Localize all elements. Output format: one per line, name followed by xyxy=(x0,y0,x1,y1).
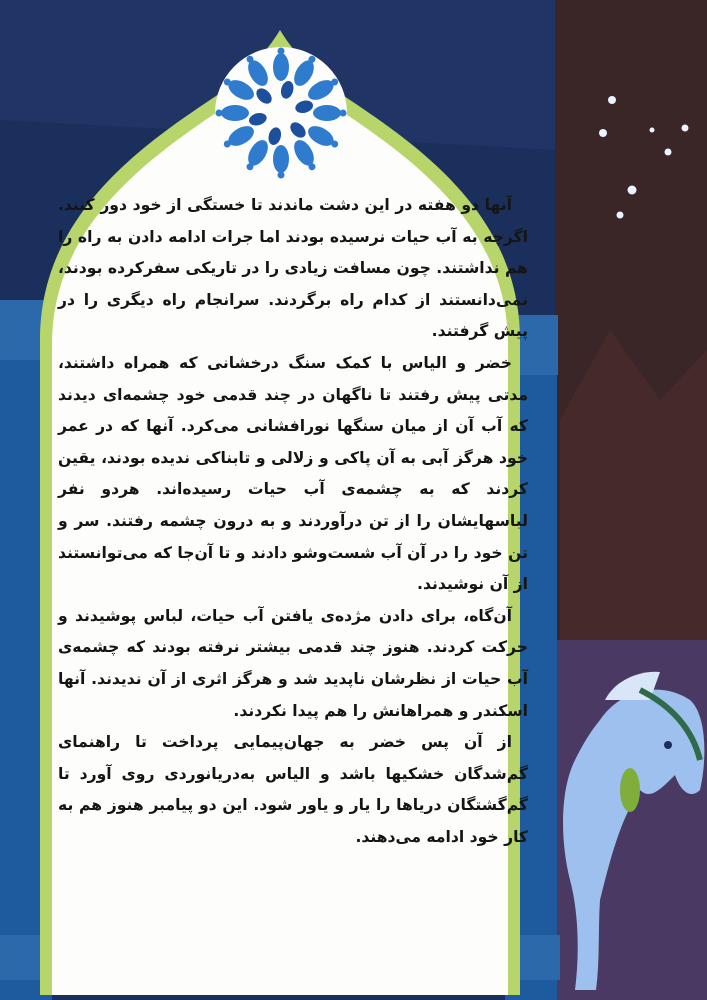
rosette-icon xyxy=(215,47,347,179)
story-text xyxy=(58,190,528,853)
paragraph-4: از آن پس خضر به جهان‌پیمایی پرداخت تا راهنمای گم‌شدگان خشکیها باشد و الیاس به‌دریانوردی روی آورد تا گم‌گشتگان دریاها را یار و یاور شود. این دو پیامبر هنوز هم به کار خود ادامه می‌دهند. xyxy=(58,733,528,846)
paragraph-3: آن‌گاه، برای دادن مژده‌ی یافتن آب حیات، لباس پوشیدند و حرکت کردند. هنوز چند قدمی بیشتر نرفته بودند که چشمه‌ی آب حیات از نظرشان ناپدید شد و هرگز اثری از آن ندیدند. آنها اسکندر و همراهانش را هم پیدا نکردند. xyxy=(58,606,528,720)
paragraph-2: خضر و الیاس با کمک سنگ درخشانی که همراه داشتند، مدتی پیش رفتند تا ناگهان در چند قدمی خود چشمه‌ای دیدند که آب آن از میان سنگها نورافشانی می‌کرد. آنها که در عمر خود هرگز آبی به آن پاکی و زلالی و تابناکی ندیده بودند، یقین کردند که به چشمه‌ی آب حیات رسیده‌اند. هردو نفر لباسهایشان را از تن درآوردند و به درون چشمه رفتند. سر و تن خود را در آن آب شست‌وشو دادند و تا آن‌جا که می‌توانستند از آن نوشیدند. xyxy=(58,353,528,594)
paragraph-1: آنها دو هفته در این دشت ماندند تا خستگی از خود دور کنند. اگرچه به آب حیات نرسیده بودند اما جرات ادامه دادن به راه را هم نداشتند. چون مسافت زیادی را در تاریکی سفرکرده بودند، نمی‌دانستند از کدام راه برگردند. سرانجام راه دیگری را در پیش گرفتند. xyxy=(58,196,528,341)
